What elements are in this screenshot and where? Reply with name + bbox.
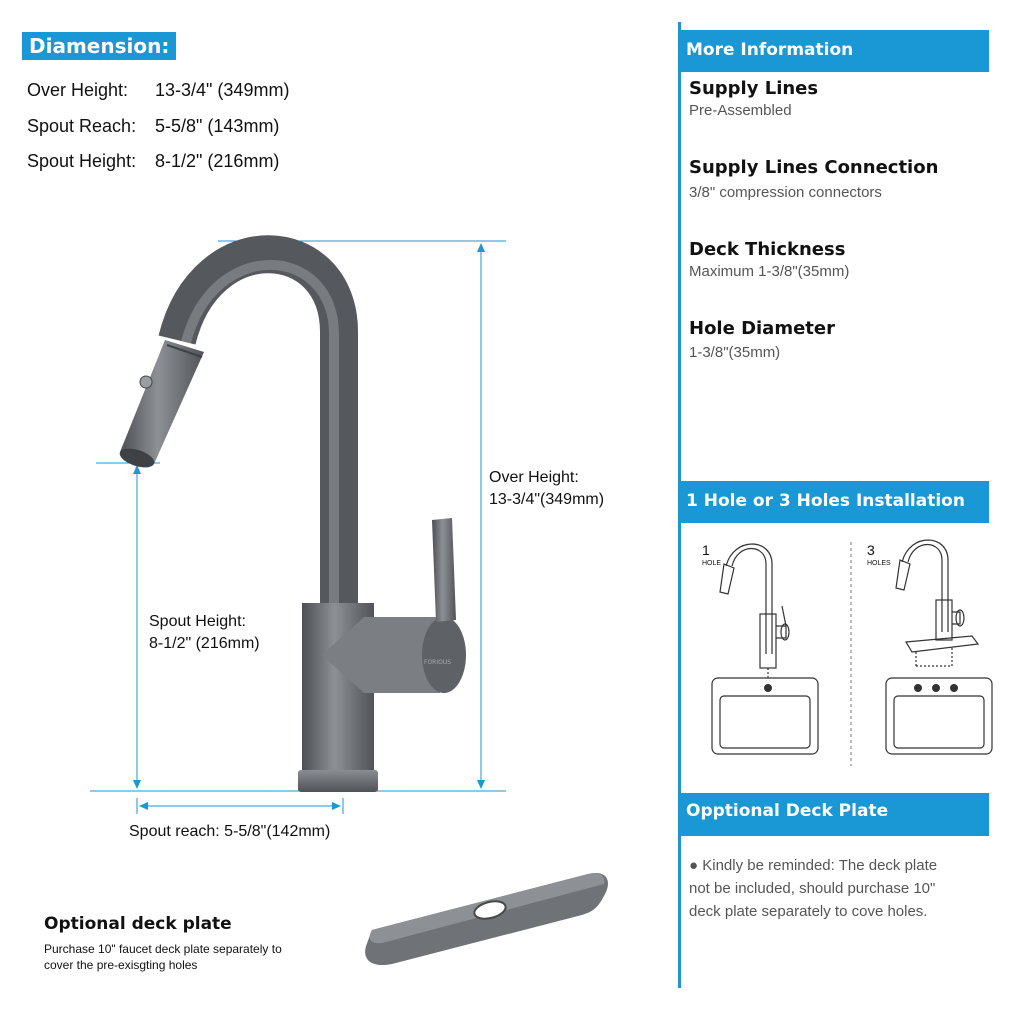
deck-plate-note-title: Optional deck plate <box>44 914 232 934</box>
info-title: Supply Lines <box>689 78 819 99</box>
info-hole-diameter <box>689 318 835 361</box>
dimension-label: Over Height: <box>27 80 129 100</box>
one-hole-word: HOLE <box>702 560 722 567</box>
faucet-illustration <box>117 254 466 792</box>
info-supply-lines-connection <box>689 157 938 201</box>
three-holes-word: HOLES <box>867 560 891 567</box>
dimension-label: Spout Reach: <box>27 116 137 136</box>
dimension-label: Spout Height: <box>27 151 137 171</box>
bullet-icon: ● <box>689 857 699 874</box>
deck-plate-note <box>44 914 282 973</box>
installation-header: 1 Hole or 3 Holes Installation <box>679 481 989 523</box>
info-value: Pre-Assembled <box>689 102 792 119</box>
info-title: Hole Diameter <box>689 318 835 339</box>
three-holes-illustration <box>886 540 992 754</box>
over-height-label <box>489 467 604 511</box>
info-title: Supply Lines Connection <box>689 157 939 178</box>
over-height-value-text: 13-3/4"(349mm) <box>489 491 605 508</box>
one-hole-number: 1 <box>702 542 710 558</box>
info-value: 1-3/8"(35mm) <box>689 344 781 361</box>
deck-plate-illustration <box>365 873 608 965</box>
more-info-header: More Information <box>679 30 989 72</box>
info-value: Maximum 1-3/8"(35mm) <box>689 263 850 280</box>
one-hole-label <box>702 543 721 571</box>
optional-deck-line1-text: Kindly be reminded: The deck plate <box>702 857 938 874</box>
spout-height-label <box>149 611 260 655</box>
optional-deck-note <box>689 854 937 923</box>
spout-height-value-text: 8-1/2" (216mm) <box>149 635 260 652</box>
deck-plate-note-line1: Purchase 10" faucet deck plate separately to <box>44 942 282 956</box>
three-holes-label <box>867 543 891 571</box>
dimension-badge: Diamension: <box>22 32 176 60</box>
over-height-label-text: Over Height: <box>489 469 579 486</box>
optional-deck-line2: not be included, should purchase 10" <box>689 880 936 897</box>
info-title: Deck Thickness <box>689 239 846 260</box>
dimension-value: 8-1/2" (216mm) <box>155 151 280 171</box>
deck-plate-note-line2: cover the pre-exisgting holes <box>44 958 198 972</box>
three-holes-number: 3 <box>867 542 875 558</box>
info-value: 3/8" compression connectors <box>689 184 882 201</box>
dimension-value: 13-3/4" (349mm) <box>155 80 290 100</box>
optional-deck-line3: deck plate separately to cove holes. <box>689 903 928 920</box>
spout-reach-label: Spout reach: 5-5/8"(142mm) <box>129 823 331 840</box>
installation-diagram <box>690 534 1010 774</box>
faucet-brand-mark: FORIOUS <box>424 659 452 666</box>
optional-deck-line1 <box>689 854 937 877</box>
info-deck-thickness <box>689 239 849 280</box>
optional-deck-header: Opptional Deck Plate <box>679 793 989 836</box>
one-hole-illustration <box>712 544 818 754</box>
dimension-value: 5-5/8" (143mm) <box>155 116 280 136</box>
spout-height-label-text: Spout Height: <box>149 613 246 630</box>
info-supply-lines <box>689 78 818 119</box>
